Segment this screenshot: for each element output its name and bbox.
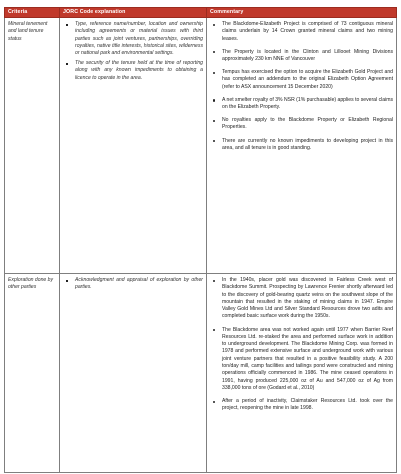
explanation-list <box>63 21 203 82</box>
commentary-list <box>210 277 393 413</box>
jorc-table <box>4 7 397 473</box>
list-item: The Property is located in the Clinton and Lillooet Mining Divisions approximately 230 km NNE of Vancouver <box>210 49 393 64</box>
criteria-cell: Exploration done by other parties <box>5 274 60 473</box>
list-item: The security of the tenure held at the time of reporting along with any known impediments to obtaining a licence to operate in the area. <box>63 60 203 82</box>
list-item: Acknowledgment and appraisal of exploration by other parties. <box>63 277 203 292</box>
table-header-row <box>5 8 397 18</box>
list-item: There are currently no known impediments to developing project in this area, and all tenure is in good standing. <box>210 138 393 153</box>
commentary-cell <box>207 18 397 274</box>
header-jorc-code-explanation: JORC Code explanation <box>60 8 207 18</box>
commentary-cell <box>207 274 397 473</box>
list-item: Tempus has exercised the option to acquire the Elizabeth Gold Project and has completed an addendum to the original Elizabeth Option Agreement (refer to ASX announcement 15 December 2020) <box>210 69 393 91</box>
explanation-list <box>63 277 203 292</box>
table-row <box>5 18 397 274</box>
list-item: After a period of inactivity, Claimstaker Resources Ltd. took over the project, reopening the mine in late 1998. <box>210 398 393 413</box>
criteria-cell: Mineral tenement and land tenure status <box>5 18 60 274</box>
table-row <box>5 274 397 473</box>
commentary-list <box>210 21 393 152</box>
explanation-cell <box>60 18 207 274</box>
list-item: Type, reference name/number, location and ownership including agreements or material issues with third parties such as joint ventures, partnerships, overriding royalties, native title interests, historical sites, wilderness or national park and environmental settings. <box>63 21 203 57</box>
list-item: No royalties apply to the Blackdome Property or Elizabeth Regional Properties. <box>210 117 393 132</box>
explanation-cell <box>60 274 207 473</box>
header-commentary: Commentary <box>207 8 397 18</box>
list-item: In the 1940s, placer gold was discovered in Fairless Creek west of Blackdome Summit. Prospecting by Lawrence Frenier shortly afterward led to the discovery of gold-bearing quartz veins on the southwest slope of the mountain that resulted in the staking of mining claims in 1947. Empire Valley Gold Mines Ltd and Silver Standard Resources drove two adits and completed basic surface work during the 1950s. <box>210 277 393 321</box>
list-item: The Blackdome-Elizabeth Project is comprised of 73 contiguous mineral claims underlain by 14 Crown granted mineral claims and two mining leases. <box>210 21 393 43</box>
list-item: The Blackdome area was not worked again until 1977 when Barrier Reef Resources Ltd. re-staked the area and performed surface work in addition to underground development. The Blackdome Mining Corp. was formed in 1978 and performed extensive surface and underground work with various joint venture partners that resulted in a positive feasibility study. A 200 ton/day mill, camp facilities and tailings pond were constructed and mining operations officially commenced in 1986. The mine ceased operations in 1991, having produced 225,000 oz of Au and 547,000 oz of Ag from 338,000 tons of ore (Godard et al., 2010) <box>210 327 393 393</box>
list-item: A net smelter royalty of 3% NSR (1% purchasable) applies to several claims on the Elizabeth Property. <box>210 97 393 112</box>
header-criteria: Criteria <box>5 8 60 18</box>
